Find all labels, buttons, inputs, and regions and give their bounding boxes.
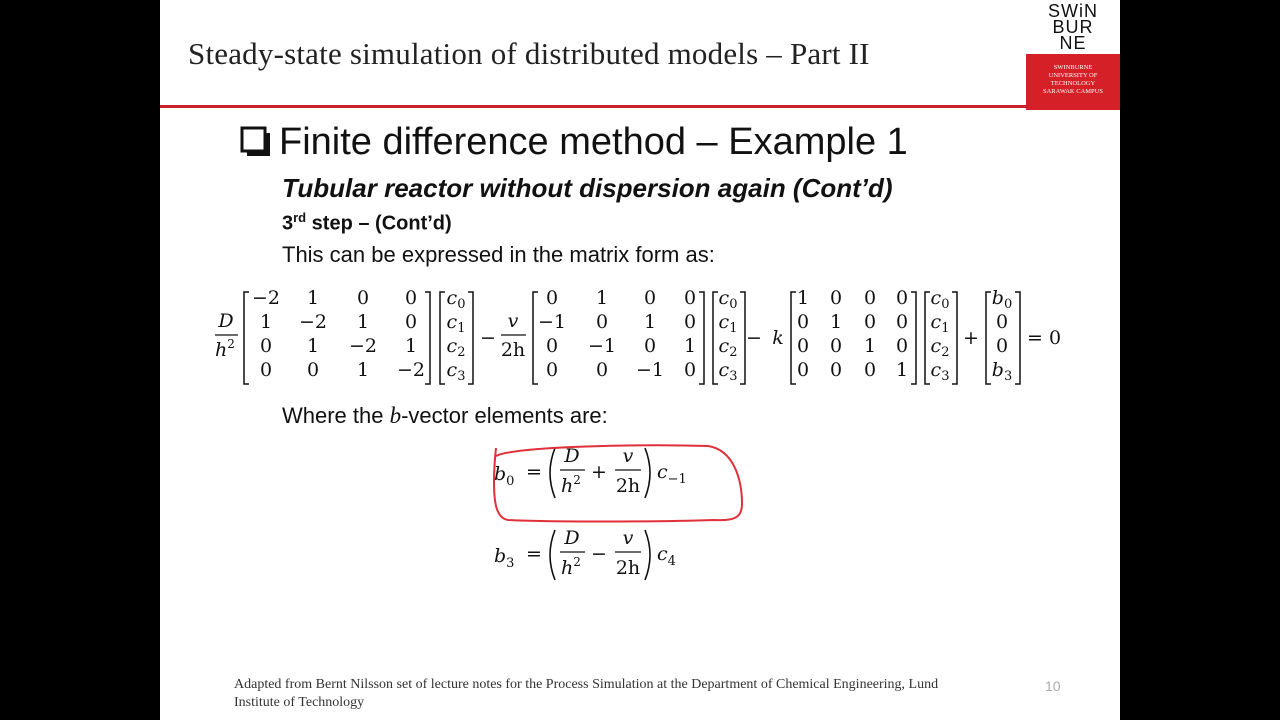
vector-var: c <box>718 359 730 381</box>
matrix-cell: 0 <box>863 311 877 333</box>
identity-matrix <box>797 287 908 381</box>
matrix-cell: 1 <box>259 311 273 333</box>
fraction-numerator: D <box>218 310 234 332</box>
slide <box>160 0 1120 720</box>
matrix-cell: 1 <box>306 335 320 357</box>
matrix-cell: 0 <box>863 287 877 309</box>
vector-sub: 3 <box>941 369 950 384</box>
vector-entry <box>719 335 738 360</box>
vector-sub: 0 <box>995 311 1009 333</box>
vector-entry <box>719 311 738 336</box>
fraction-denominator: 2h <box>500 339 526 361</box>
b-vector <box>992 287 1012 384</box>
matrix-cell: −1 <box>587 335 617 357</box>
diffusion-matrix <box>252 287 425 381</box>
fraction-den-sup: 2 <box>227 337 235 351</box>
vector-entry <box>931 359 950 384</box>
red-highlight-annotation <box>486 442 746 524</box>
vector-sub: 1 <box>457 321 466 336</box>
minus-operator: − <box>591 543 607 565</box>
vector-sub: 3 <box>729 369 738 384</box>
matrix-cell: −2 <box>396 359 426 381</box>
vector-entry <box>931 335 950 360</box>
vector-entry <box>447 311 466 336</box>
concentration-vector <box>719 287 738 384</box>
vector-entry <box>996 335 1008 357</box>
matrix-cell: −1 <box>635 359 665 381</box>
matrix-cell: 0 <box>796 311 810 333</box>
logo-sub-line: UNIVERSITY OF <box>1048 72 1098 79</box>
caption-text: Where the <box>282 403 390 428</box>
vector-var: c <box>718 287 730 309</box>
vector-var: c <box>446 287 458 309</box>
minus-operator: − <box>746 327 762 349</box>
page-number: 10 <box>1045 678 1061 694</box>
vector-var: c <box>930 359 942 381</box>
logo-sub-line: SARAWAK CAMPUS <box>1043 88 1103 95</box>
step-text: step – (Cont’d) <box>306 212 452 235</box>
vector-var: c <box>446 335 458 357</box>
vector-sub: 2 <box>457 345 466 360</box>
lhs-var: b <box>494 545 507 567</box>
vector-var: c <box>446 359 458 381</box>
matrix-cell: 0 <box>863 359 877 381</box>
matrix-cell: 1 <box>404 335 418 357</box>
matrix-cell: 1 <box>895 359 909 381</box>
equation-lhs <box>494 545 514 571</box>
matrix-cell: 1 <box>595 287 609 309</box>
vector-sub: 0 <box>995 335 1009 357</box>
convection-matrix <box>538 287 696 381</box>
fraction-denominator: 2h <box>615 475 641 497</box>
matrix-equation <box>160 280 1120 390</box>
plus-operator: + <box>963 327 979 349</box>
matrix-cell: −2 <box>251 287 281 309</box>
caption-text: -vector elements are: <box>401 403 608 428</box>
vector-sub: 0 <box>1003 297 1013 312</box>
vector-sub: 1 <box>729 321 738 336</box>
caption-variable: b <box>389 403 402 428</box>
matrix-cell: 0 <box>796 335 810 357</box>
logo-subtitle <box>1026 64 1120 96</box>
logo-word-line: SWiN <box>1048 1 1098 21</box>
fraction-den-var: h <box>561 475 574 497</box>
intro-text: This can be expressed in the matrix form as: <box>282 242 715 267</box>
logo-word-line: BUR <box>1052 17 1094 37</box>
citation-line: Institute of Technology <box>234 695 365 710</box>
matrix-cell: 0 <box>829 359 843 381</box>
vector-sub: 3 <box>1003 369 1013 384</box>
slide-heading: Finite difference method – Example 1 <box>279 121 908 163</box>
vector-entry <box>447 335 466 360</box>
fraction-numerator: D <box>564 527 580 549</box>
fraction-denominator <box>561 555 581 579</box>
matrix-cell: 0 <box>829 287 843 309</box>
vector-sub: 3 <box>457 369 466 384</box>
slide-subheading: Tubular reactor without dispersion again (Cont’d) <box>282 173 893 203</box>
step-number: 3 <box>282 212 294 235</box>
matrix-cell: 0 <box>643 335 657 357</box>
equation-term <box>657 543 676 569</box>
vector-sub: 1 <box>941 321 950 336</box>
step-label <box>282 210 452 236</box>
matrix-cell: 0 <box>895 311 909 333</box>
plus-operator: + <box>591 461 607 483</box>
matrix-cell: −2 <box>348 335 378 357</box>
matrix-cell: 1 <box>683 335 697 357</box>
vector-sub: 2 <box>729 345 738 360</box>
lhs-var: b <box>494 463 507 485</box>
matrix-cell: 1 <box>796 287 810 309</box>
matrix-cell: 1 <box>306 287 320 309</box>
fraction-v-over-2h <box>501 310 526 361</box>
rate-constant-k: k <box>772 327 784 349</box>
matrix-cell: 1 <box>356 359 370 381</box>
logo-sub-line: TECHNOLOGY <box>1050 80 1096 87</box>
matrix-cell: 0 <box>683 359 697 381</box>
matrix-cell: 0 <box>683 287 697 309</box>
matrix-cell: 0 <box>545 359 559 381</box>
vector-var: c <box>446 311 458 333</box>
fraction-den-var: h <box>215 339 228 361</box>
term-sub: −1 <box>667 472 687 487</box>
logo-sub-line: SWINBURNE <box>1053 64 1093 71</box>
matrix-cell: 0 <box>545 287 559 309</box>
matrix-cell: 1 <box>829 311 843 333</box>
matrix-cell: −1 <box>537 311 567 333</box>
step-ordinal: rd <box>293 210 307 225</box>
vector-entry <box>447 287 466 312</box>
vector-var: c <box>930 311 942 333</box>
matrix-cell: 0 <box>643 287 657 309</box>
matrix-cell: 1 <box>643 311 657 333</box>
lhs-sub: 3 <box>506 556 515 571</box>
fraction-den-var: h <box>561 557 574 579</box>
matrix-cell: 0 <box>545 335 559 357</box>
vector-var: b <box>991 359 1004 381</box>
fraction-den-sup: 2 <box>573 555 581 569</box>
fraction-numerator: v <box>622 445 634 467</box>
matrix-cell: 0 <box>306 359 320 381</box>
matrix-cell: 0 <box>356 287 370 309</box>
slide-header-title: Steady-state simulation of distributed models – Part II <box>188 36 870 71</box>
citation-footer <box>234 676 1054 712</box>
vector-sub: 2 <box>941 345 950 360</box>
lhs-sub: 0 <box>506 474 515 489</box>
b3-equation <box>490 522 740 592</box>
matrix-cell: 0 <box>595 311 609 333</box>
equals-sign: = <box>526 543 542 565</box>
equals-sign: = <box>526 461 542 483</box>
vector-sub: 0 <box>457 297 466 312</box>
vector-var: c <box>930 335 942 357</box>
term-sub: 4 <box>667 554 676 569</box>
vector-var: b <box>991 287 1004 309</box>
checkbox-bullet-icon <box>240 126 272 158</box>
matrix-cell: 0 <box>829 335 843 357</box>
vector-sub: 0 <box>941 297 950 312</box>
matrix-cell: 1 <box>863 335 877 357</box>
concentration-vector <box>931 287 950 384</box>
header-divider <box>160 105 1026 108</box>
matrix-cell: 0 <box>259 359 273 381</box>
matrix-cell: 0 <box>259 335 273 357</box>
concentration-vector <box>447 287 466 384</box>
rhs-equals-zero: = 0 <box>1027 327 1062 349</box>
fraction-numerator: D <box>564 445 580 467</box>
term-var: c <box>657 461 668 483</box>
matrix-cell: 0 <box>404 311 418 333</box>
fraction-numerator: v <box>622 527 634 549</box>
vector-entry <box>719 359 738 384</box>
vector-var: c <box>718 335 730 357</box>
fraction-denominator: 2h <box>615 557 641 579</box>
fraction-den-sup: 2 <box>573 473 581 487</box>
fraction-d-over-h2 <box>215 310 238 361</box>
vector-entry <box>996 311 1008 333</box>
term-var: c <box>657 543 668 565</box>
matrix-cell: −2 <box>298 311 328 333</box>
vector-entry <box>931 287 950 312</box>
matrix-cell: 1 <box>356 311 370 333</box>
vector-sub: 0 <box>729 297 738 312</box>
matrix-cell: 0 <box>404 287 418 309</box>
b-vector-caption <box>282 403 608 429</box>
matrix-cell: 0 <box>683 311 697 333</box>
vector-entry <box>992 287 1012 312</box>
vector-entry <box>447 359 466 384</box>
fraction-numerator: v <box>507 310 519 332</box>
vector-entry <box>992 359 1012 384</box>
matrix-cell: 0 <box>895 287 909 309</box>
matrix-cell: 0 <box>796 359 810 381</box>
vector-var: c <box>930 287 942 309</box>
matrix-cell: 0 <box>895 335 909 357</box>
matrix-cell: 0 <box>595 359 609 381</box>
logo-wordmark <box>1026 3 1120 51</box>
fraction-denominator <box>215 337 235 361</box>
minus-operator: − <box>480 327 496 349</box>
logo-word-line: NE <box>1059 33 1087 53</box>
vector-entry <box>719 287 738 312</box>
university-logo <box>1026 0 1120 110</box>
citation-line: Adapted from Bernt Nilsson set of lecture notes for the Process Simulation at the Department of Chemical Engineering, Lund <box>234 677 939 692</box>
vector-var: c <box>718 311 730 333</box>
vector-entry <box>931 311 950 336</box>
